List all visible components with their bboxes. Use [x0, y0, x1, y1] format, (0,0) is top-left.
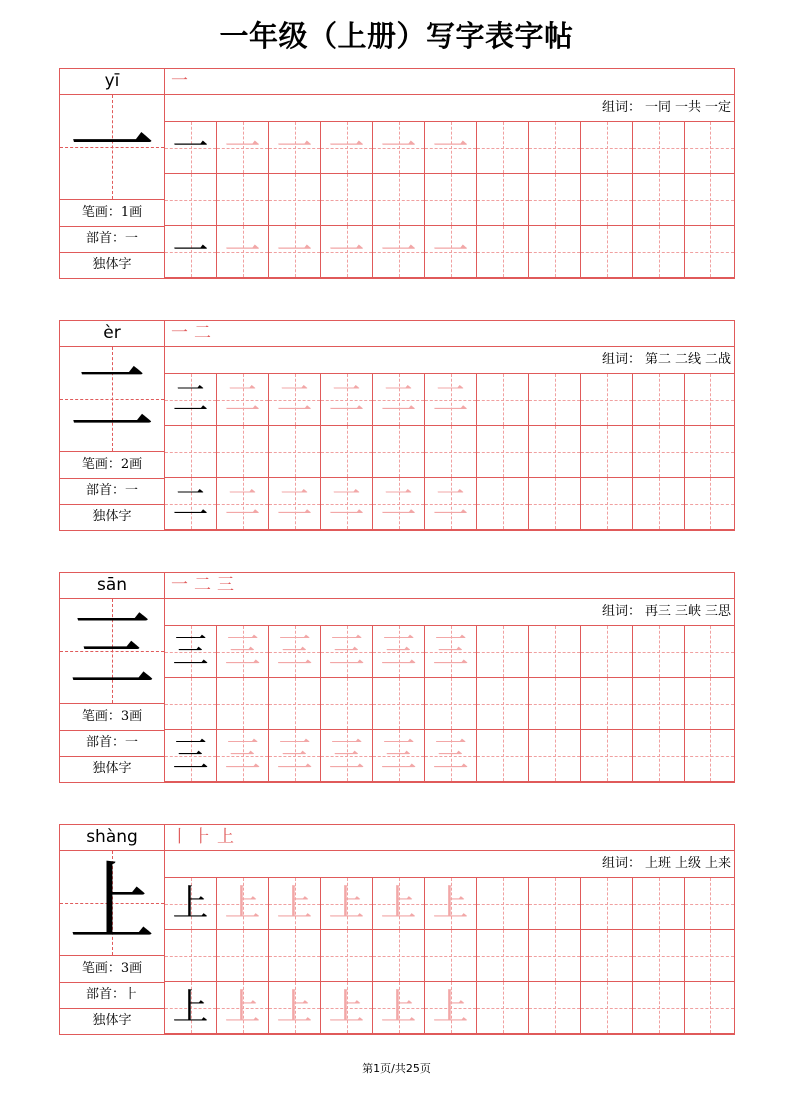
practice-cell[interactable]: [425, 678, 477, 730]
practice-character: 一: [172, 127, 209, 168]
character-block: [59, 824, 735, 1035]
stroke-order: [165, 69, 735, 95]
practice-cell[interactable]: [477, 930, 529, 982]
trace-character: 二: [276, 483, 313, 524]
trace-character: 二: [328, 379, 365, 420]
practice-cell[interactable]: [165, 730, 217, 782]
stroke-step: 二: [194, 323, 211, 343]
pinyin: yī: [60, 69, 164, 95]
practice-cell[interactable]: [373, 174, 425, 226]
trace-character: 二: [276, 379, 313, 420]
page-title: 一年级（上册）写字表字帖: [219, 19, 574, 53]
practice-cell[interactable]: [321, 374, 373, 426]
trace-character: 一: [276, 231, 313, 272]
practice-cell[interactable]: [685, 122, 735, 174]
practice-cell[interactable]: [269, 478, 321, 530]
structure: 独体字: [92, 257, 132, 272]
trace-character: 二: [380, 483, 417, 524]
word-example: 上级: [674, 856, 701, 871]
character-block: [59, 68, 735, 279]
practice-character: 上: [172, 987, 209, 1028]
trace-character: 三: [328, 735, 365, 776]
practice-row: [165, 374, 735, 426]
practice-cell[interactable]: [165, 982, 217, 1034]
practice-cell[interactable]: [217, 478, 269, 530]
practice-cell[interactable]: [321, 930, 373, 982]
practice-cell[interactable]: [581, 878, 633, 930]
practice-cell[interactable]: [633, 878, 685, 930]
practice-character: 二: [172, 379, 209, 420]
practice-character: 三: [172, 631, 209, 672]
trace-character: 三: [432, 735, 469, 776]
practice-character: 二: [172, 483, 209, 524]
practice-cell[interactable]: [373, 930, 425, 982]
practice-cell[interactable]: [373, 122, 425, 174]
trace-character: 一: [276, 127, 313, 168]
word-example: 二战: [704, 352, 731, 367]
stroke-step: 一: [171, 323, 188, 343]
trace-character: 一: [328, 231, 365, 272]
practice-cell[interactable]: [529, 122, 581, 174]
model-character: 一: [69, 97, 155, 197]
stroke-step: 三: [217, 575, 234, 595]
practice-cell[interactable]: [633, 122, 685, 174]
model-character-box: [60, 95, 164, 200]
character-block: [59, 320, 735, 531]
practice-cell[interactable]: [477, 982, 529, 1034]
practice-cell[interactable]: [529, 426, 581, 478]
practice-cell[interactable]: [581, 982, 633, 1034]
stroke-order: [165, 321, 735, 347]
practice-cell[interactable]: [321, 226, 373, 278]
practice-row: [165, 678, 735, 730]
word-group: [165, 347, 735, 374]
practice-cell[interactable]: [685, 226, 735, 278]
practice-cell[interactable]: [633, 626, 685, 678]
stroke-step: 一: [171, 575, 188, 595]
practice-cell[interactable]: [529, 982, 581, 1034]
practice-cell[interactable]: [269, 226, 321, 278]
practice-character: 一: [172, 231, 209, 272]
practice-cell[interactable]: [529, 374, 581, 426]
trace-character: 三: [380, 631, 417, 672]
stroke-step: 二: [194, 575, 211, 595]
stroke-step: 丨: [171, 827, 188, 847]
practice-cell[interactable]: [269, 982, 321, 1034]
trace-character: 二: [224, 379, 261, 420]
practice-cell[interactable]: [581, 374, 633, 426]
character-info-column: [60, 69, 165, 278]
practice-cell[interactable]: [477, 122, 529, 174]
character-block: [59, 572, 735, 783]
model-character: 三: [69, 601, 155, 701]
practice-cell[interactable]: [529, 878, 581, 930]
practice-cell[interactable]: [633, 174, 685, 226]
practice-cell[interactable]: [373, 678, 425, 730]
practice-cell[interactable]: [165, 122, 217, 174]
practice-cell[interactable]: [321, 426, 373, 478]
practice-cell[interactable]: [633, 930, 685, 982]
practice-cell[interactable]: [633, 374, 685, 426]
word-example: 三峡: [674, 604, 701, 619]
stroke-step: 上: [217, 827, 234, 847]
word-example: 上来: [704, 856, 731, 871]
word-example: 一共: [674, 100, 701, 115]
practice-cell[interactable]: [165, 626, 217, 678]
trace-character: 一: [328, 127, 365, 168]
practice-cell[interactable]: [269, 122, 321, 174]
structure: 独体字: [92, 1013, 132, 1028]
practice-row: [165, 174, 735, 226]
model-character: 上: [69, 853, 155, 953]
practice-cell[interactable]: [633, 226, 685, 278]
stroke-step: ⺊: [194, 827, 211, 847]
practice-row: [165, 982, 735, 1034]
radical: 部首：一: [60, 226, 164, 253]
practice-cell[interactable]: [321, 730, 373, 782]
stroke-count: 笔画：3画: [60, 704, 164, 731]
practice-cell[interactable]: [633, 982, 685, 1034]
practice-cell[interactable]: [581, 478, 633, 530]
trace-character: 上: [432, 987, 469, 1028]
practice-cell[interactable]: [581, 930, 633, 982]
practice-cell[interactable]: [477, 226, 529, 278]
practice-cell[interactable]: [685, 730, 735, 782]
practice-cell[interactable]: [269, 426, 321, 478]
trace-character: 上: [328, 987, 365, 1028]
practice-cell[interactable]: [633, 730, 685, 782]
word-example: 上班: [644, 856, 671, 871]
trace-character: 上: [380, 883, 417, 924]
word-example: 二线: [674, 352, 701, 367]
practice-cell[interactable]: [269, 626, 321, 678]
practice-cell[interactable]: [529, 730, 581, 782]
stroke-count: 笔画：1画: [60, 200, 164, 227]
practice-cell[interactable]: [165, 174, 217, 226]
trace-character: 二: [328, 483, 365, 524]
practice-cell[interactable]: [217, 226, 269, 278]
model-character-box: [60, 851, 164, 956]
model-character-box: [60, 599, 164, 704]
trace-character: 二: [224, 483, 261, 524]
word-example: 一同: [644, 100, 671, 115]
practice-cell[interactable]: [685, 426, 735, 478]
practice-cell[interactable]: [217, 678, 269, 730]
practice-cell[interactable]: [685, 478, 735, 530]
word-group-label: 组词：: [601, 856, 641, 871]
pinyin: èr: [60, 321, 164, 347]
practice-cell[interactable]: [373, 730, 425, 782]
trace-character: 一: [224, 231, 261, 272]
trace-character: 三: [276, 735, 313, 776]
practice-cell[interactable]: [425, 982, 477, 1034]
practice-cell[interactable]: [321, 878, 373, 930]
practice-cell[interactable]: [425, 626, 477, 678]
trace-character: 上: [224, 987, 261, 1028]
practice-cell[interactable]: [321, 982, 373, 1034]
trace-character: 三: [224, 735, 261, 776]
practice-cell[interactable]: [685, 930, 735, 982]
practice-cell[interactable]: [165, 878, 217, 930]
practice-cell[interactable]: [425, 730, 477, 782]
practice-cell[interactable]: [685, 982, 735, 1034]
word-example: 三思: [704, 604, 731, 619]
practice-row: [165, 730, 735, 782]
practice-cell[interactable]: [373, 626, 425, 678]
stroke-order: [165, 573, 735, 599]
stroke-order: [165, 825, 735, 851]
practice-cell[interactable]: [217, 374, 269, 426]
practice-cell[interactable]: [269, 878, 321, 930]
practice-cell[interactable]: [685, 374, 735, 426]
practice-cell[interactable]: [477, 174, 529, 226]
practice-cell[interactable]: [373, 478, 425, 530]
practice-cell[interactable]: [425, 122, 477, 174]
practice-cell[interactable]: [425, 174, 477, 226]
practice-cell[interactable]: [685, 174, 735, 226]
practice-cell[interactable]: [269, 930, 321, 982]
practice-cell[interactable]: [425, 426, 477, 478]
practice-cell[interactable]: [633, 478, 685, 530]
practice-cell[interactable]: [529, 626, 581, 678]
practice-cell[interactable]: [321, 626, 373, 678]
model-character-box: [60, 347, 164, 452]
practice-cell[interactable]: [373, 878, 425, 930]
practice-cell[interactable]: [321, 678, 373, 730]
page-number: 第1页/共25页: [362, 1062, 431, 1075]
practice-cell[interactable]: [581, 678, 633, 730]
practice-character: 上: [172, 883, 209, 924]
practice-cell[interactable]: [269, 374, 321, 426]
practice-cell[interactable]: [373, 374, 425, 426]
word-group-label: 组词：: [601, 100, 641, 115]
pinyin: sān: [60, 573, 164, 599]
stroke-step: 一: [171, 71, 188, 91]
character-info-column: [60, 573, 165, 782]
word-group: [165, 599, 735, 626]
practice-cell[interactable]: [217, 174, 269, 226]
trace-character: 三: [224, 631, 261, 672]
trace-character: 上: [224, 883, 261, 924]
practice-cell[interactable]: [581, 226, 633, 278]
practice-cell[interactable]: [477, 678, 529, 730]
trace-character: 上: [328, 883, 365, 924]
practice-cell[interactable]: [581, 730, 633, 782]
trace-character: 上: [380, 987, 417, 1028]
pinyin: shàng: [60, 825, 164, 851]
practice-cell[interactable]: [477, 730, 529, 782]
practice-row: [165, 426, 735, 478]
practice-row: [165, 478, 735, 530]
practice-cell[interactable]: [165, 426, 217, 478]
trace-character: 一: [432, 127, 469, 168]
practice-row: [165, 878, 735, 930]
word-example: 第二: [644, 352, 671, 367]
practice-cell[interactable]: [529, 226, 581, 278]
word-group-label: 组词：: [601, 352, 641, 367]
word-group: [165, 95, 735, 122]
practice-cell[interactable]: [425, 226, 477, 278]
trace-character: 二: [380, 379, 417, 420]
practice-cell[interactable]: [217, 878, 269, 930]
practice-cell[interactable]: [581, 174, 633, 226]
practice-cell[interactable]: [321, 478, 373, 530]
practice-row: [165, 122, 735, 174]
practice-cell[interactable]: [685, 678, 735, 730]
practice-cell[interactable]: [529, 930, 581, 982]
structure: 独体字: [92, 761, 132, 776]
practice-cell[interactable]: [633, 426, 685, 478]
practice-cell[interactable]: [529, 678, 581, 730]
trace-character: 上: [276, 883, 313, 924]
stroke-count: 笔画：2画: [60, 452, 164, 479]
practice-cell[interactable]: [217, 122, 269, 174]
practice-cell[interactable]: [217, 930, 269, 982]
structure: 独体字: [92, 509, 132, 524]
model-character: 二: [69, 349, 155, 449]
trace-character: 三: [328, 631, 365, 672]
practice-cell[interactable]: [373, 226, 425, 278]
practice-cell[interactable]: [373, 426, 425, 478]
trace-character: 一: [224, 127, 261, 168]
practice-cell[interactable]: [477, 878, 529, 930]
practice-cell[interactable]: [581, 426, 633, 478]
practice-row: [165, 930, 735, 982]
practice-cell[interactable]: [269, 174, 321, 226]
practice-cell[interactable]: [581, 122, 633, 174]
trace-character: 三: [276, 631, 313, 672]
practice-cell[interactable]: [321, 174, 373, 226]
character-info-column: [60, 321, 165, 530]
practice-cell[interactable]: [217, 730, 269, 782]
practice-cell[interactable]: [217, 426, 269, 478]
trace-character: 一: [432, 231, 469, 272]
word-example: 再三: [644, 604, 671, 619]
trace-character: 一: [380, 231, 417, 272]
radical: 部首：⺊: [60, 982, 164, 1009]
word-group: [165, 851, 735, 878]
practice-cell[interactable]: [217, 626, 269, 678]
radical: 部首：一: [60, 478, 164, 505]
trace-character: 二: [432, 379, 469, 420]
practice-cell[interactable]: [529, 478, 581, 530]
trace-character: 二: [432, 483, 469, 524]
practice-cell[interactable]: [477, 626, 529, 678]
trace-character: 上: [432, 883, 469, 924]
trace-character: 上: [276, 987, 313, 1028]
practice-cell[interactable]: [581, 626, 633, 678]
practice-cell[interactable]: [165, 930, 217, 982]
practice-row: [165, 226, 735, 278]
stroke-count: 笔画：3画: [60, 956, 164, 983]
practice-cell[interactable]: [217, 982, 269, 1034]
practice-cell[interactable]: [373, 982, 425, 1034]
radical: 部首：一: [60, 730, 164, 757]
practice-cell[interactable]: [321, 122, 373, 174]
character-info-column: [60, 825, 165, 1034]
word-example: 一定: [704, 100, 731, 115]
trace-character: 三: [380, 735, 417, 776]
practice-cell[interactable]: [165, 374, 217, 426]
practice-character: 三: [172, 735, 209, 776]
practice-cell[interactable]: [425, 930, 477, 982]
practice-cell[interactable]: [165, 478, 217, 530]
practice-cell[interactable]: [685, 626, 735, 678]
practice-cell[interactable]: [477, 426, 529, 478]
practice-cell[interactable]: [165, 678, 217, 730]
practice-cell[interactable]: [425, 878, 477, 930]
trace-character: 一: [380, 127, 417, 168]
practice-cell[interactable]: [477, 374, 529, 426]
practice-cell[interactable]: [425, 478, 477, 530]
practice-cell[interactable]: [425, 374, 477, 426]
practice-row: [165, 626, 735, 678]
word-group-label: 组词：: [601, 604, 641, 619]
practice-cell[interactable]: [633, 678, 685, 730]
practice-cell[interactable]: [477, 478, 529, 530]
practice-cell[interactable]: [685, 878, 735, 930]
practice-cell[interactable]: [269, 730, 321, 782]
practice-cell[interactable]: [529, 174, 581, 226]
practice-cell[interactable]: [165, 226, 217, 278]
practice-cell[interactable]: [269, 678, 321, 730]
trace-character: 三: [432, 631, 469, 672]
